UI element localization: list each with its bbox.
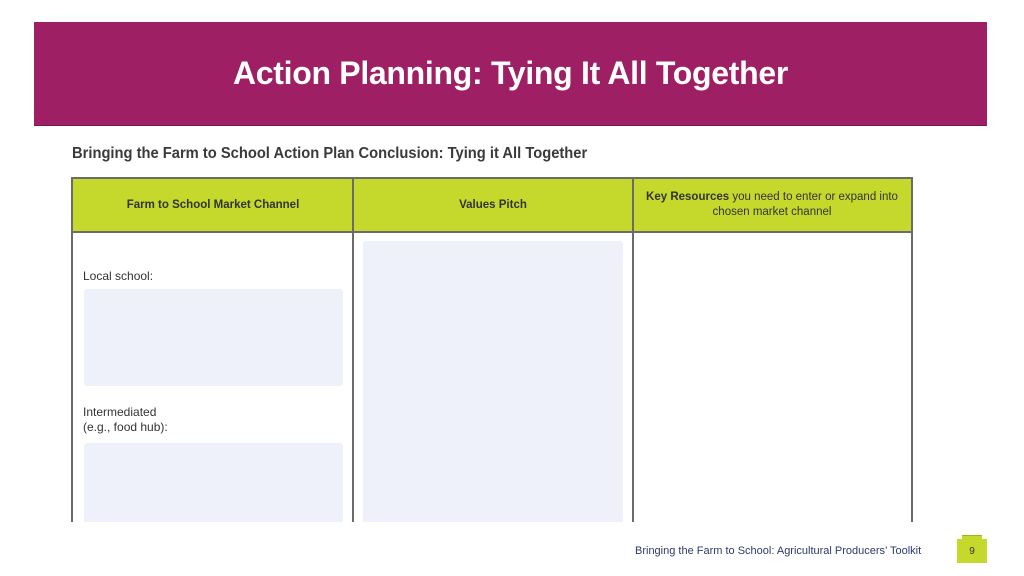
header-values-pitch: Values Pitch [459,198,527,211]
worksheet-heading: Bringing the Farm to School Action Plan Conclusion: Tying it All Together [72,145,588,162]
header-key-resources-bold: Key Resources [646,191,730,203]
page-number: 9 [957,539,987,563]
label-intermediated [83,405,168,435]
local-school-field[interactable] [84,289,343,386]
column-divider [352,179,354,522]
header-key-resources [633,179,911,231]
column-divider [632,179,634,522]
footer-text: Bringing the Farm to School: Agricultural Producers’ Toolkit [635,545,922,557]
label-intermediated-line1: Intermediated [83,405,157,419]
header-key-resources-rest: you need to enter or expand into chosen market channel [712,191,898,218]
worksheet-table [71,177,913,522]
intermediated-field[interactable] [84,443,343,522]
title-banner [34,22,987,126]
values-pitch-field[interactable] [363,241,623,522]
label-intermediated-line2: (e.g., food hub): [83,420,168,434]
table-header-row [73,179,911,233]
label-local-school: Local school: [83,269,154,283]
slide-title: Action Planning: Tying It All Together [232,55,789,91]
header-market-channel: Farm to School Market Channel [126,198,300,211]
